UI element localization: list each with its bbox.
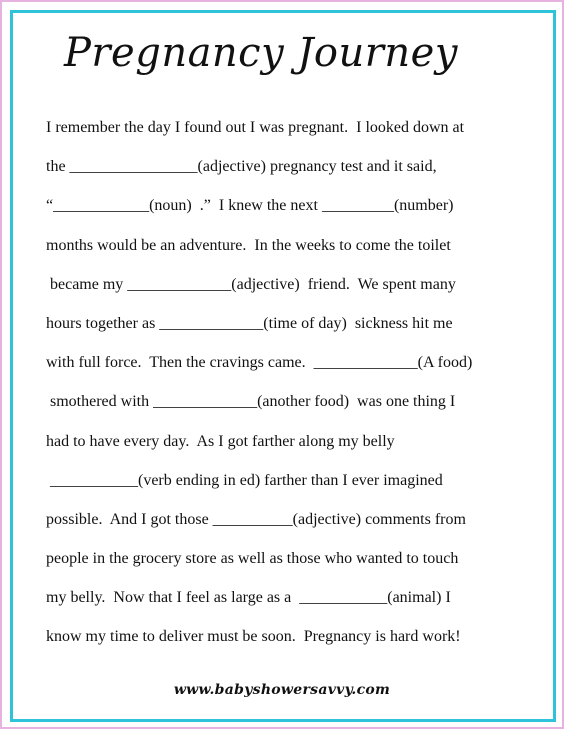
footer-website-url: www.babyshowersavvy.com xyxy=(173,682,391,698)
story-line-12: people in the grocery store as well as those who wanted to touch xyxy=(46,550,459,568)
story-line-2: the ________________(adjective) pregnancy test and it said, xyxy=(46,158,437,176)
story-line-4: months would be an adventure. In the weeks to come the toilet xyxy=(46,236,451,254)
story-line-3: “____________(noun) .” I knew the next _________(number) xyxy=(46,197,454,215)
story-line-14: know my time to deliver must be soon. Pregnancy is hard work! xyxy=(46,628,461,646)
story-line-9: had to have every day. As I got farther along my belly xyxy=(46,432,395,450)
story-line-10: ___________(verb ending in ed) farther than I ever imagined xyxy=(46,471,443,489)
story-line-8: smothered with _____________(another food) was one thing I xyxy=(46,393,456,411)
story-line-7: with full force. Then the cravings came. _____________(A food) xyxy=(46,354,473,372)
story-line-6: hours together as _____________(time of day) sickness hit me xyxy=(46,314,453,332)
story-body xyxy=(46,108,506,657)
story-line-11: possible. And I got those __________(adjective) comments from xyxy=(46,510,466,528)
page-title: Pregnancy Journey xyxy=(64,30,458,76)
story-line-1: I remember the day I found out I was pregnant. I looked down at xyxy=(46,119,465,136)
story-line-13: my belly. Now that I feel as large as a ___________(animal) I xyxy=(46,589,451,607)
story-line-5: became my _____________(adjective) friend. We spent many xyxy=(46,275,456,293)
